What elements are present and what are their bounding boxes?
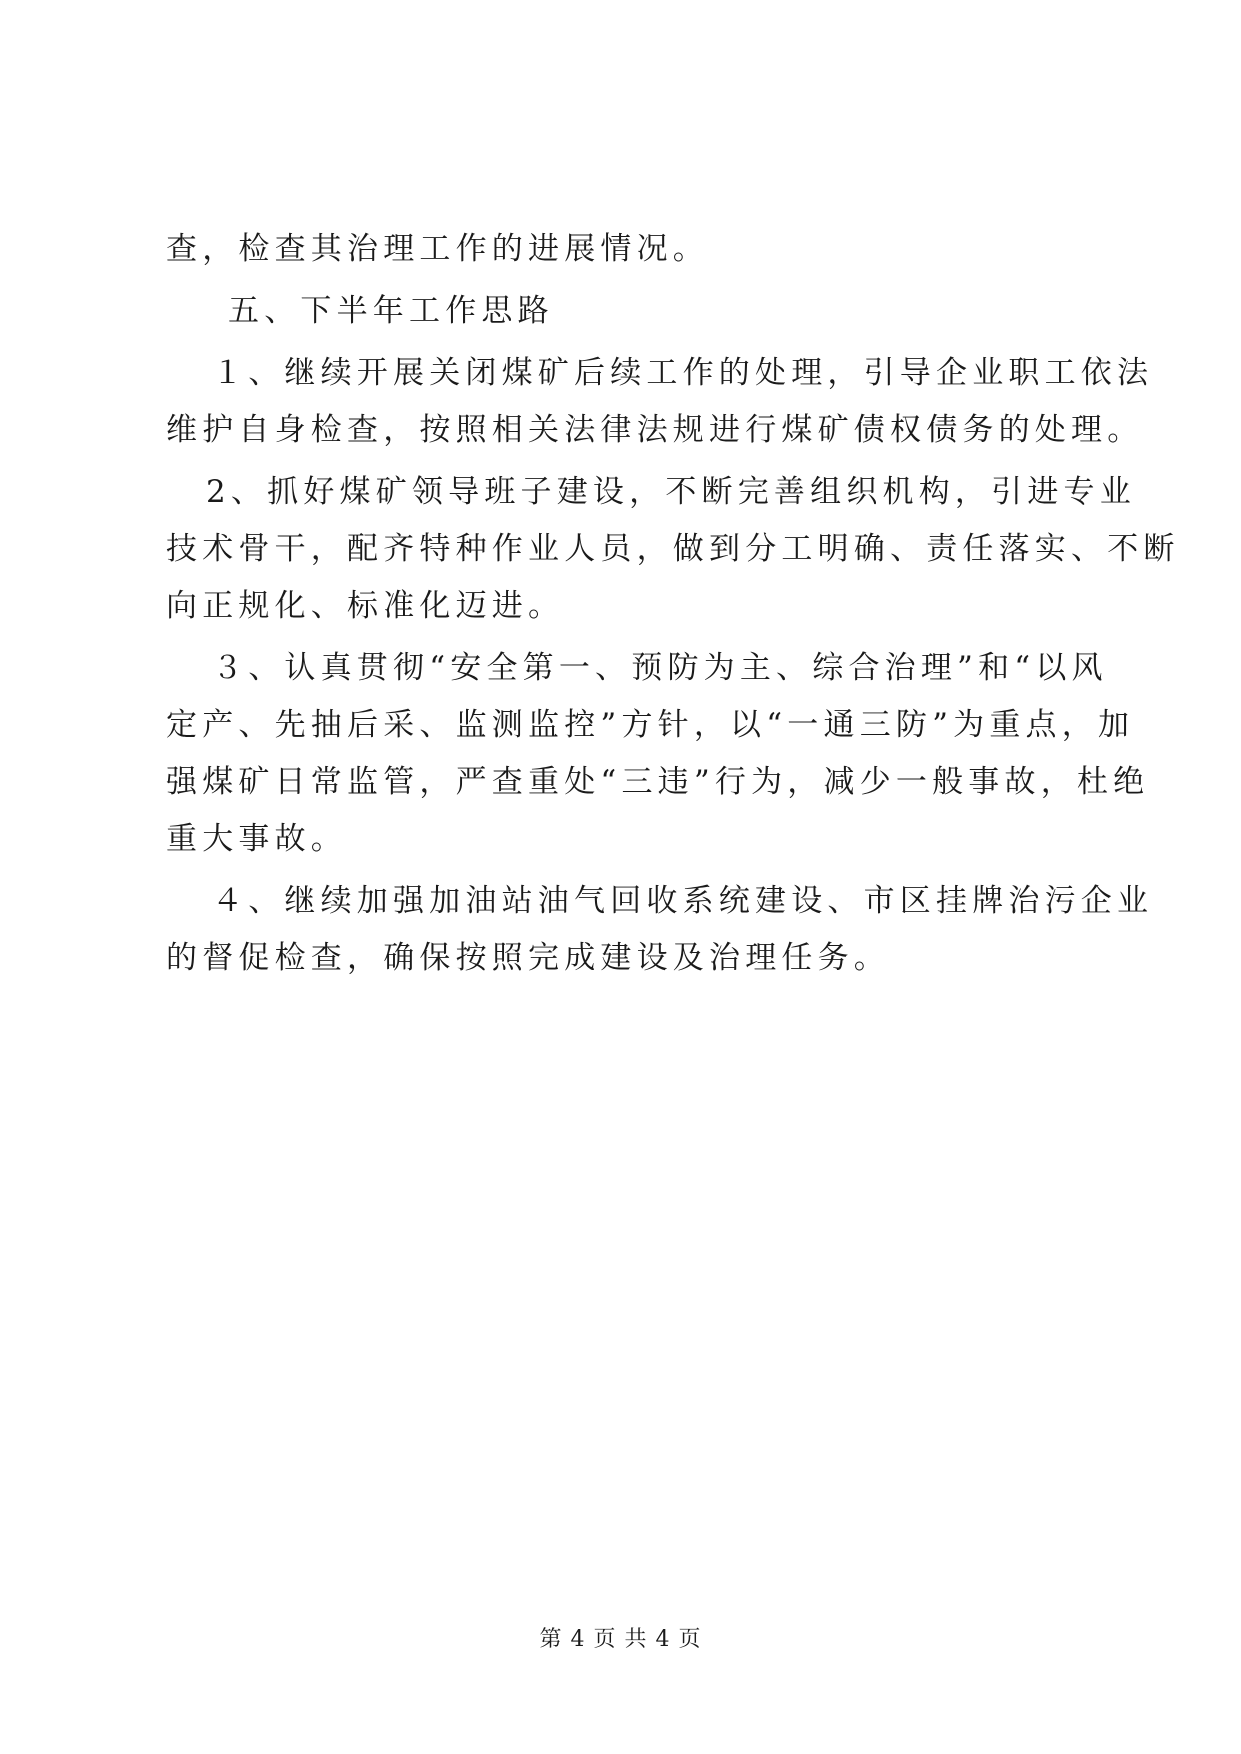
paragraph-line: 定产、先抽后采、监测监控”方针，以“一通三防”为重点，加 <box>166 707 1135 743</box>
paragraph-line: 重大事故。 <box>166 821 347 857</box>
paragraph-line: １、继续开展关闭煤矿后续工作的处理，引导企业职工依法 <box>212 355 1154 391</box>
paragraph-line: 向正规化、标准化迈进。 <box>166 588 565 624</box>
paragraph-line: 查，检查其治理工作的进展情况。 <box>166 231 709 267</box>
paragraph-line: 2、抓好煤矿领导班子建设，不断完善组织机构，引进专业 <box>206 474 1136 510</box>
paragraph-line: 强煤矿日常监管，严查重处“三违”行为，减少一般事故，杜绝 <box>166 764 1150 800</box>
page-footer: 第 4 页 共 4 页 <box>539 1627 702 1652</box>
paragraph-line: 技术骨干，配齐特种作业人员，做到分工明确、责任落实、不断 <box>166 531 1180 567</box>
paragraph-line: ３、认真贯彻“安全第一、预防为主、综合治理”和“以风 <box>212 650 1108 686</box>
section-heading: 五、下半年工作思路 <box>228 293 554 329</box>
paragraph-line: ４、继续加强加油站油气回收系统建设、市区挂牌治污企业 <box>212 883 1154 919</box>
paragraph-line: 的督促检查，确保按照完成建设及治理任务。 <box>166 940 890 976</box>
paragraph-line: 维护自身检查，按照相关法律法规进行煤矿债权债务的处理。 <box>166 412 1144 448</box>
